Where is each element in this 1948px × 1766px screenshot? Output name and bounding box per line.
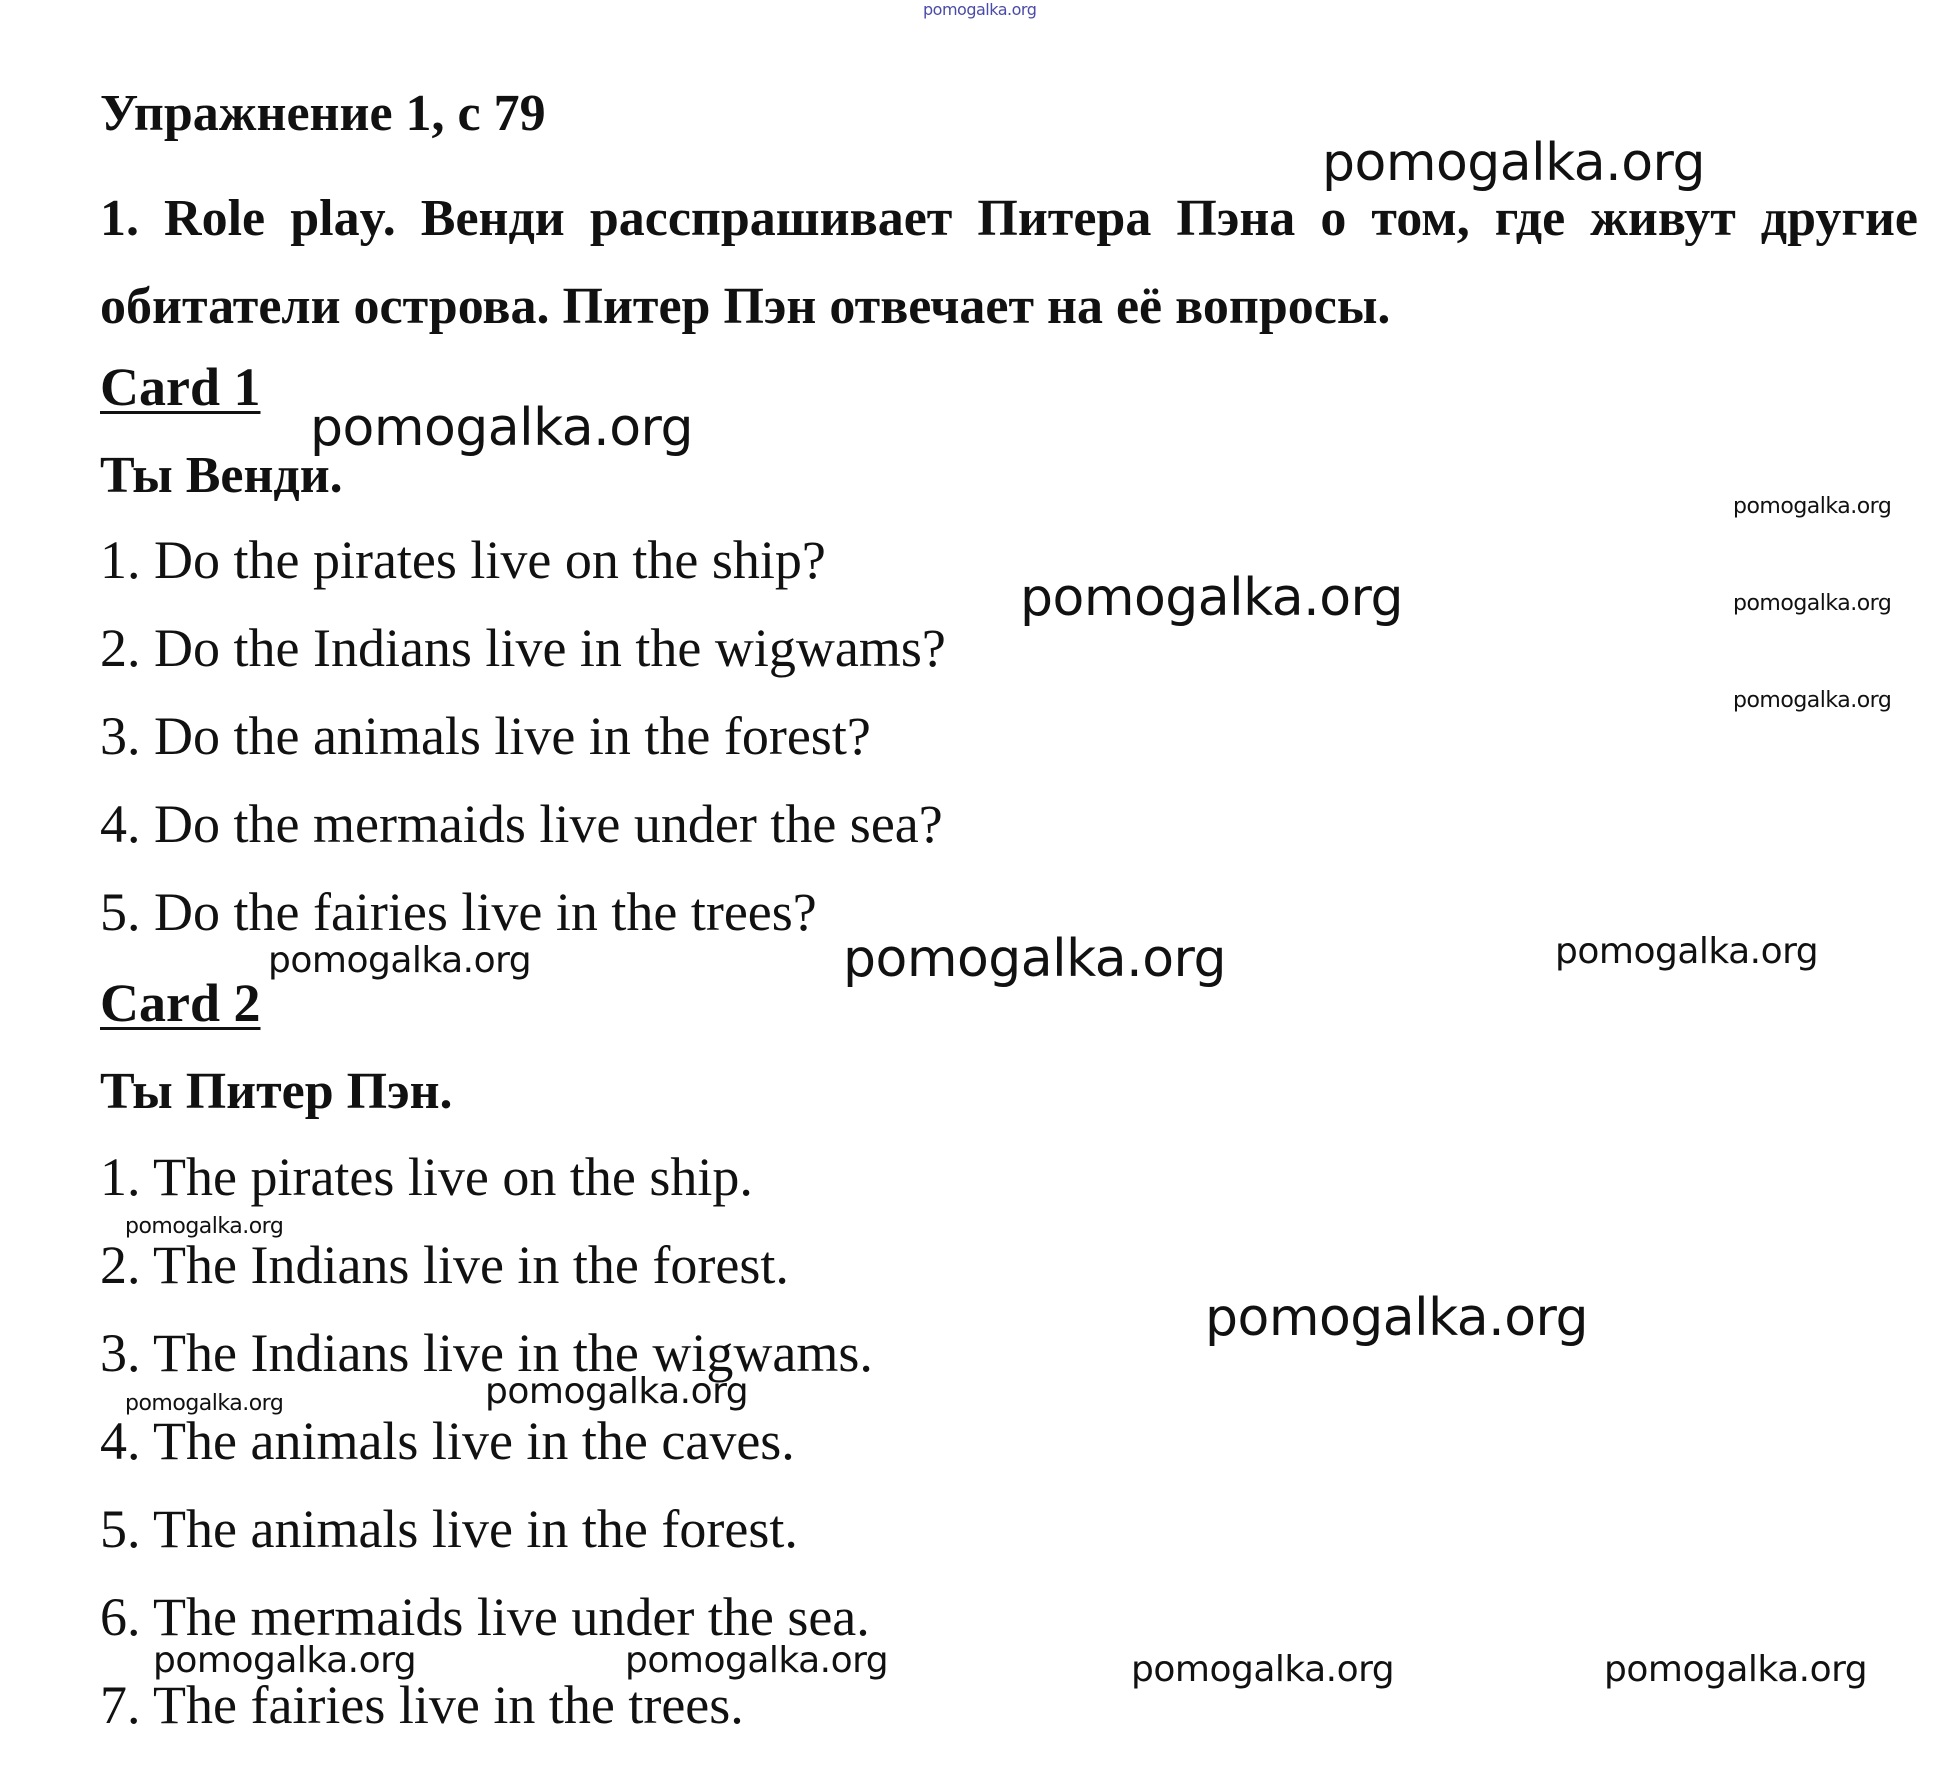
- card-2-role: Ты Питер Пэн.: [100, 1063, 453, 1120]
- exercise-title: Упражнение 1, с 79: [100, 85, 546, 142]
- card-2-item: 1. The pirates live on the ship.: [100, 1147, 753, 1207]
- watermark-text: pomogalka.org: [310, 398, 693, 458]
- watermark-text: pomogalka.org: [923, 0, 1037, 19]
- watermark-text: pomogalka.org: [268, 940, 532, 981]
- card-2-item: 3. The Indians live in the wigwams.: [100, 1323, 873, 1383]
- watermark-text: pomogalka.org: [153, 1640, 417, 1681]
- card-1-item: 2. Do the Indians live in the wigwams?: [100, 618, 946, 678]
- watermark-text: pomogalka.org: [1733, 688, 1892, 713]
- card-2-item: 7. The fairies live in the trees.: [100, 1675, 744, 1735]
- card-2-item: 4. The animals live in the caves.: [100, 1411, 795, 1471]
- watermark-text: pomogalka.org: [1131, 1649, 1395, 1690]
- card-2-heading: Card 2: [100, 973, 261, 1033]
- card-1-item: 5. Do the fairies live in the trees?: [100, 882, 817, 942]
- watermark-text: pomogalka.org: [125, 1214, 284, 1239]
- card-2-item: 2. The Indians live in the forest.: [100, 1235, 789, 1295]
- watermark-text: pomogalka.org: [1020, 568, 1403, 628]
- card-2-item: 5. The animals live in the forest.: [100, 1499, 798, 1559]
- card-1-role: Ты Венди.: [100, 447, 343, 504]
- watermark-text: pomogalka.org: [1733, 494, 1892, 519]
- watermark-text: pomogalka.org: [1555, 931, 1819, 972]
- watermark-text: pomogalka.org: [625, 1640, 889, 1681]
- watermark-text: pomogalka.org: [485, 1371, 749, 1412]
- card-1-item: 1. Do the pirates live on the ship?: [100, 530, 826, 590]
- task-instruction: 1. Role play. Венди расспрашивает Питера Пэна о том, где живут другие обитатели острова. Питер Пэн отвечает на её вопросы.: [100, 190, 1918, 335]
- watermark-text: pomogalka.org: [1322, 133, 1705, 193]
- watermark-text: pomogalka.org: [843, 929, 1226, 989]
- watermark-text: pomogalka.org: [125, 1391, 284, 1416]
- watermark-text: pomogalka.org: [1205, 1288, 1588, 1348]
- watermark-text: pomogalka.org: [1604, 1649, 1868, 1690]
- card-1-item: 3. Do the animals live in the forest?: [100, 706, 871, 766]
- card-2-item: 6. The mermaids live under the sea.: [100, 1587, 870, 1647]
- watermark-text: pomogalka.org: [1733, 591, 1892, 616]
- card-1-heading: Card 1: [100, 357, 261, 417]
- card-1-item: 4. Do the mermaids live under the sea?: [100, 794, 943, 854]
